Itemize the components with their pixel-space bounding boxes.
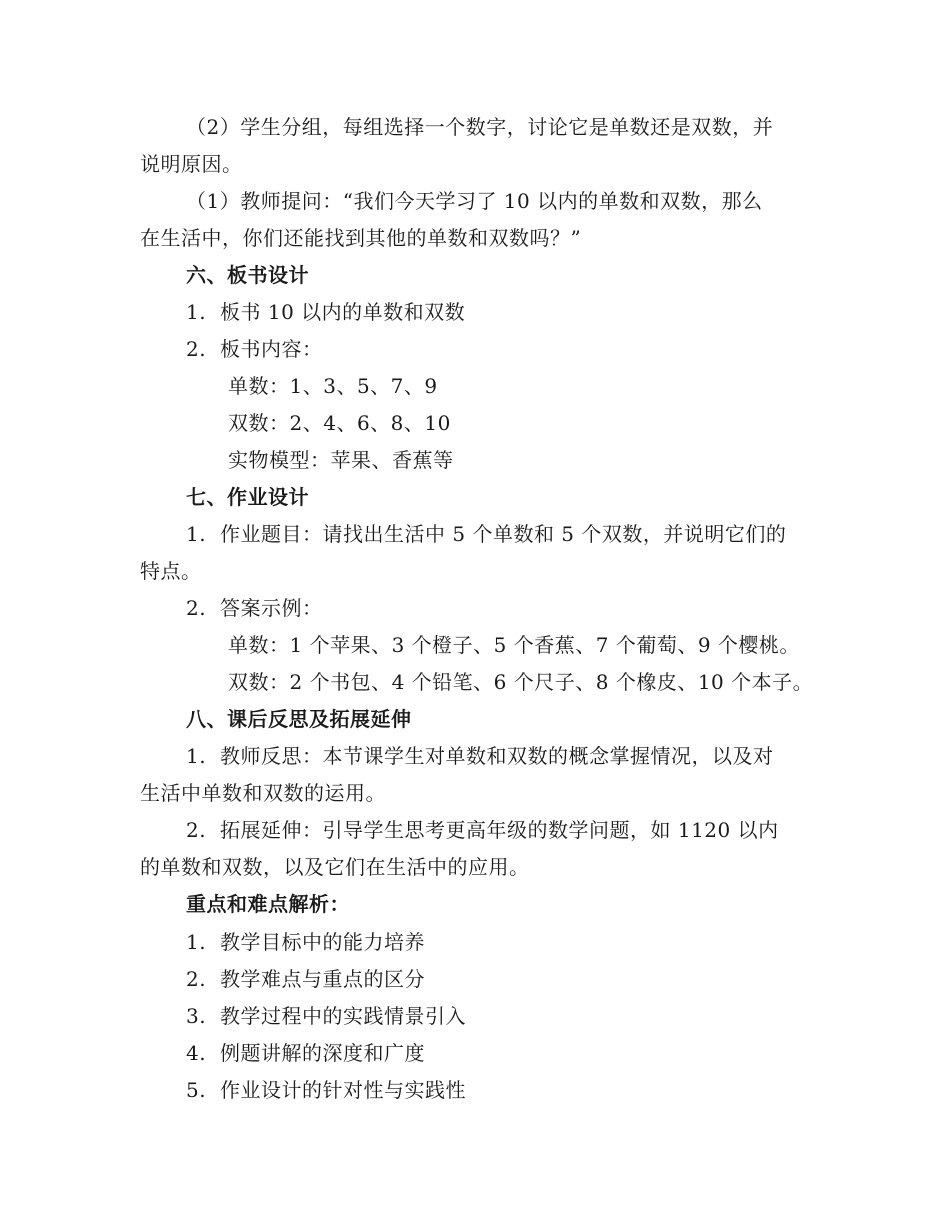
list-item <box>186 298 465 326</box>
list-number: 2. <box>186 818 207 842</box>
sub-item: 单数：1 个苹果、3 个橙子、5 个香蕉、7 个葡萄、9 个樱桃。 <box>228 633 800 657</box>
list-text: 板书内容： <box>220 337 323 361</box>
list-item <box>186 335 323 363</box>
list-item <box>186 816 779 844</box>
paragraph-line: （1）教师提问：“我们今天学习了 10 以内的单数和双数，那么 <box>186 189 763 213</box>
list-item <box>186 965 425 993</box>
list-text: 拓展延伸：引导学生思考更高年级的数学问题，如 1120 以内 <box>220 818 779 842</box>
list-number: 3. <box>186 1004 207 1028</box>
list-item <box>186 1076 466 1104</box>
list-text: 例题讲解的深度和广度 <box>220 1041 425 1065</box>
sub-item: 双数：2、4、6、8、10 <box>228 411 451 435</box>
sub-item: 双数：2 个书包、4 个铅笔、6 个尺子、8 个橡皮、10 个本子。 <box>228 670 814 694</box>
list-item <box>186 742 774 770</box>
list-text: 板书 10 以内的单数和双数 <box>220 300 466 324</box>
section-heading: 重点和难点解析： <box>186 892 350 916</box>
list-number: 2. <box>186 967 207 991</box>
list-text: 教学目标中的能力培养 <box>220 930 425 954</box>
list-item <box>186 1002 466 1030</box>
list-number: 2. <box>186 337 207 361</box>
paragraph-line: 特点。 <box>140 559 202 583</box>
list-number: 1. <box>186 930 207 954</box>
list-item <box>186 928 425 956</box>
paragraph-line: 说明原因。 <box>140 152 243 176</box>
sub-item: 单数：1、3、5、7、9 <box>228 374 438 398</box>
list-text: 作业题目：请找出生活中 5 个单数和 5 个双数，并说明它们的 <box>220 522 787 546</box>
list-number: 1. <box>186 744 207 768</box>
section-heading: 八、课后反思及拓展延伸 <box>186 707 412 731</box>
paragraph-line: （2）学生分组，每组选择一个数字，讨论它是单数还是双数，并 <box>186 115 774 139</box>
list-item <box>186 594 323 622</box>
list-text: 教师反思：本节课学生对单数和双数的概念掌握情况，以及对 <box>220 744 774 768</box>
list-number: 5. <box>186 1078 207 1102</box>
paragraph-line: 生活中单数和双数的运用。 <box>140 781 386 805</box>
list-number: 1. <box>186 300 207 324</box>
list-item <box>186 1039 425 1067</box>
section-heading: 七、作业设计 <box>186 485 309 509</box>
list-number: 2. <box>186 596 207 620</box>
paragraph-line: 在生活中，你们还能找到其他的单数和双数吗？” <box>140 226 582 250</box>
list-item <box>186 520 786 548</box>
list-text: 答案示例： <box>220 596 323 620</box>
sub-item: 实物模型：苹果、香蕉等 <box>228 448 454 472</box>
section-heading: 六、板书设计 <box>186 263 309 287</box>
list-text: 教学过程中的实践情景引入 <box>220 1004 466 1028</box>
list-number: 1. <box>186 522 207 546</box>
list-text: 教学难点与重点的区分 <box>220 967 425 991</box>
list-text: 作业设计的针对性与实践性 <box>220 1078 466 1102</box>
list-number: 4. <box>186 1041 207 1065</box>
paragraph-line: 的单数和双数，以及它们在生活中的应用。 <box>140 855 530 879</box>
